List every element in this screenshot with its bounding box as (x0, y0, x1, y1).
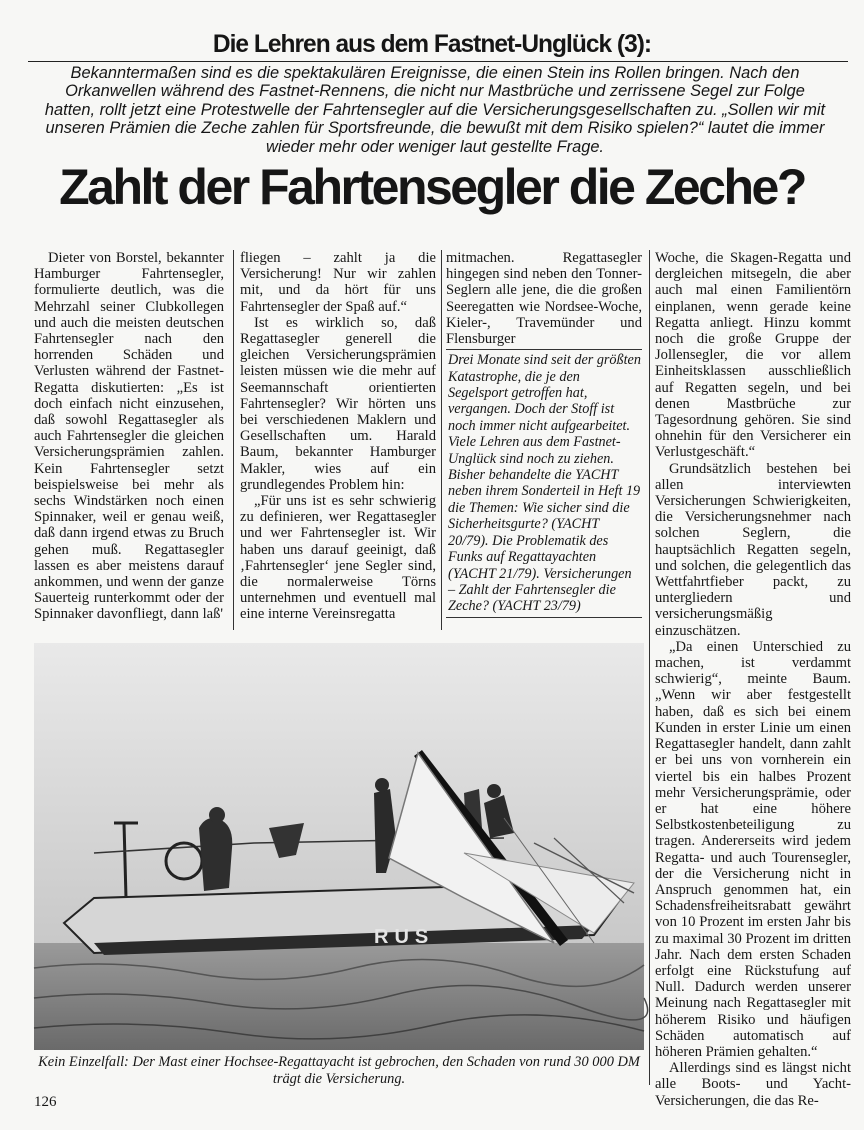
paragraph: fliegen – zahlt ja die Versicherung! Nur wir zahlen mit, und da hört für uns Fahrtensegler der Spaß auf.“ (240, 250, 436, 315)
series-info-box: Drei Monate sind seit der größten Katastrophe, die je den Segelsport getroffen hat, vergangen. Doch der Stoff ist noch immer nicht aufgearbeitet. Viele Lehren aus dem Fastnet-Unglück sind noch zu ziehen. Bisher behandelte die YACHT neben ihrem Sonderteil in Heft 19 die Themen: Wie sicher sind die Sicherheitsgurte? (YACHT 20/79). Die Problematik des Funks auf Regattayachten (YACHT 21/79). Versicherungen – Zahlt der Fahrtensegler die Zeche? (YACHT 23/79) (446, 349, 642, 618)
paragraph: Woche, die Skagen-Regatta und dergleichen mitsegeln, die aber auch mal einen Familientörn einplanen, wenn gerade keine Regatta anliegt. Hinzu kommt noch die große Gruppe der Jollensegler, die vor allem Einheitsklassen ausschließlich auf Regatten segeln, und bei denen Mastbrüche zur Tagesordnung gehören. Sie sind ohnehin für den Versicherer ein Verlustgeschäft.“ (655, 250, 851, 461)
paragraph: Dieter von Borstel, bekannter Hamburger Fahrtensegler, formulierte deutlich, was die Mehrzahl seiner Clubkollegen und auch die meisten deutschen Fahrtensegler nach den horrenden Schäden und Verlusten während der Fastnet-Regatta diskutierten: „Es ist doch einfach nicht einzusehen, daß sowohl Regattasegler als auch Fahrtensegler die gleichen Versicherungsprämien zahlen. Kein Fahrtensegler setzt beispielsweise bei mehr als sechs Windstärken noch einen Spinnaker, weil er genau weiß, daß dann irgend etwas zu Bruch gehen muß. Regattasegler lassen es aber meistens darauf ankommen, und wenn der ganze Sauerteig runterkommt oder der Spinnaker davonfliegt, dann laß' (34, 250, 224, 623)
column-rule (441, 250, 442, 630)
kicker-divider (28, 61, 848, 62)
column-rule (233, 250, 234, 630)
article-column-4 (655, 250, 851, 1109)
paragraph: „Da einen Unterschied zu machen, ist verdammt schwierig“, meinte Baum. „Wenn wir aber festgestellt haben, daß es sich bei einem Kunden in erster Linie um einen Regattasegler handelt, dann zahlt er bei uns von vornherein ein viertel bis ein halbes Prozent mehr Versicherungsprämie, oder er hat eine höhere Selbstkostenbeteiligung zu tragen. Andererseits wird jedem Regatta- und auch Tourensegler, der die Versicherung nicht in Anspruch genommen hat, ein Schadensfreiheitsrabatt gewährt von 10 Prozent im ersten Jahr bis zu maximal 30 Prozent im dritten Jahr. Nach dem ersten Schaden erfolgt eine Rückstufung auf Null. Dadurch werden unserer Meinung nach Regattasegler mit höherem Risiko und häufigen Schäden automatisch auf höheren Prämien gehalten.“ (655, 638, 851, 1060)
hull-lettering: RUS (374, 926, 435, 948)
headline: Zahlt der Fahrtensegler die Zeche? (59, 159, 805, 215)
paragraph: Ist es wirklich so, daß Regattasegler generell die gleichen Versicherungsprämien leisten müssen wie die mehr auf Seemannschaft orientierten Fahrtensegler? Wir hörten uns bei verschiedenen Maklern und Gesellschaften um. Harald Baum, bekannter Hamburger Makler, wies auf ein grundlegendes Problem hin: (240, 314, 436, 493)
page-number: 126 (34, 1094, 57, 1110)
article-column-2 (240, 250, 436, 630)
paragraph: Allerdings sind es längst nicht alle Boots- und Yacht-Versicherungen, die das Re- (655, 1060, 851, 1109)
intro-paragraph: Bekanntermaßen sind es die spektakulären Ereignisse, die einen Stein ins Rollen bringen. Nach den Orkanwellen während des Fastnet-Rennens, die nicht nur Mastbrüche und zerrissene Segel zur Folge hatten, rollt jetzt eine Protestwelle der Fahrtensegler auf die Versicherungsgesellschaften zu. „Sollen wir mit unseren Prämien die Zeche zahlen für Sportsfreunde, die bewußt mit dem Risiko spielen?“ lautet die immer wieder mehr oder weniger laut gestellte Frage. (44, 64, 826, 156)
broken-mast-yacht-illustration (34, 643, 644, 1050)
paragraph: mitmachen. Regattasegler hingegen sind neben den Tonner-Seglern alle jene, die die großen Seeregatten wie Nordsee-Woche, Kieler-, Travemünder und Flensburger (446, 250, 642, 348)
kicker-title: Die Lehren aus dem Fastnet-Unglück (3): (212, 30, 652, 58)
article-column-1 (34, 250, 224, 630)
yacht-photo (34, 643, 644, 1050)
paragraph: „Für uns ist es sehr schwierig zu definieren, wer Regattasegler und wer Fahrtensegler ist. Wir haben uns darauf geeinigt, daß ‚Fahrtensegler‘ jene Segler sind, die normalerweise Törns unternehmen und eventuell mal eine interne Vereinsregatta (240, 493, 436, 623)
paragraph: Grundsätzlich bestehen bei allen interviewten Versicherungen Schwierigkeiten, die Versicherungsnehmer nach solchen Seglern, die hauptsächlich Regatten segeln, und solchen, die gelegentlich das Wettfahrtfieber packt, zu untergliedern und versicherungsmäßig einzuschätzen. (655, 460, 851, 639)
article-column-3 (446, 250, 642, 630)
column-rule (649, 250, 650, 1085)
photo-caption: Kein Einzelfall: Der Mast einer Hochsee-Regattayacht ist gebrochen, den Schaden von rund 30 000 DM trägt die Versicherung. (38, 1054, 640, 1087)
